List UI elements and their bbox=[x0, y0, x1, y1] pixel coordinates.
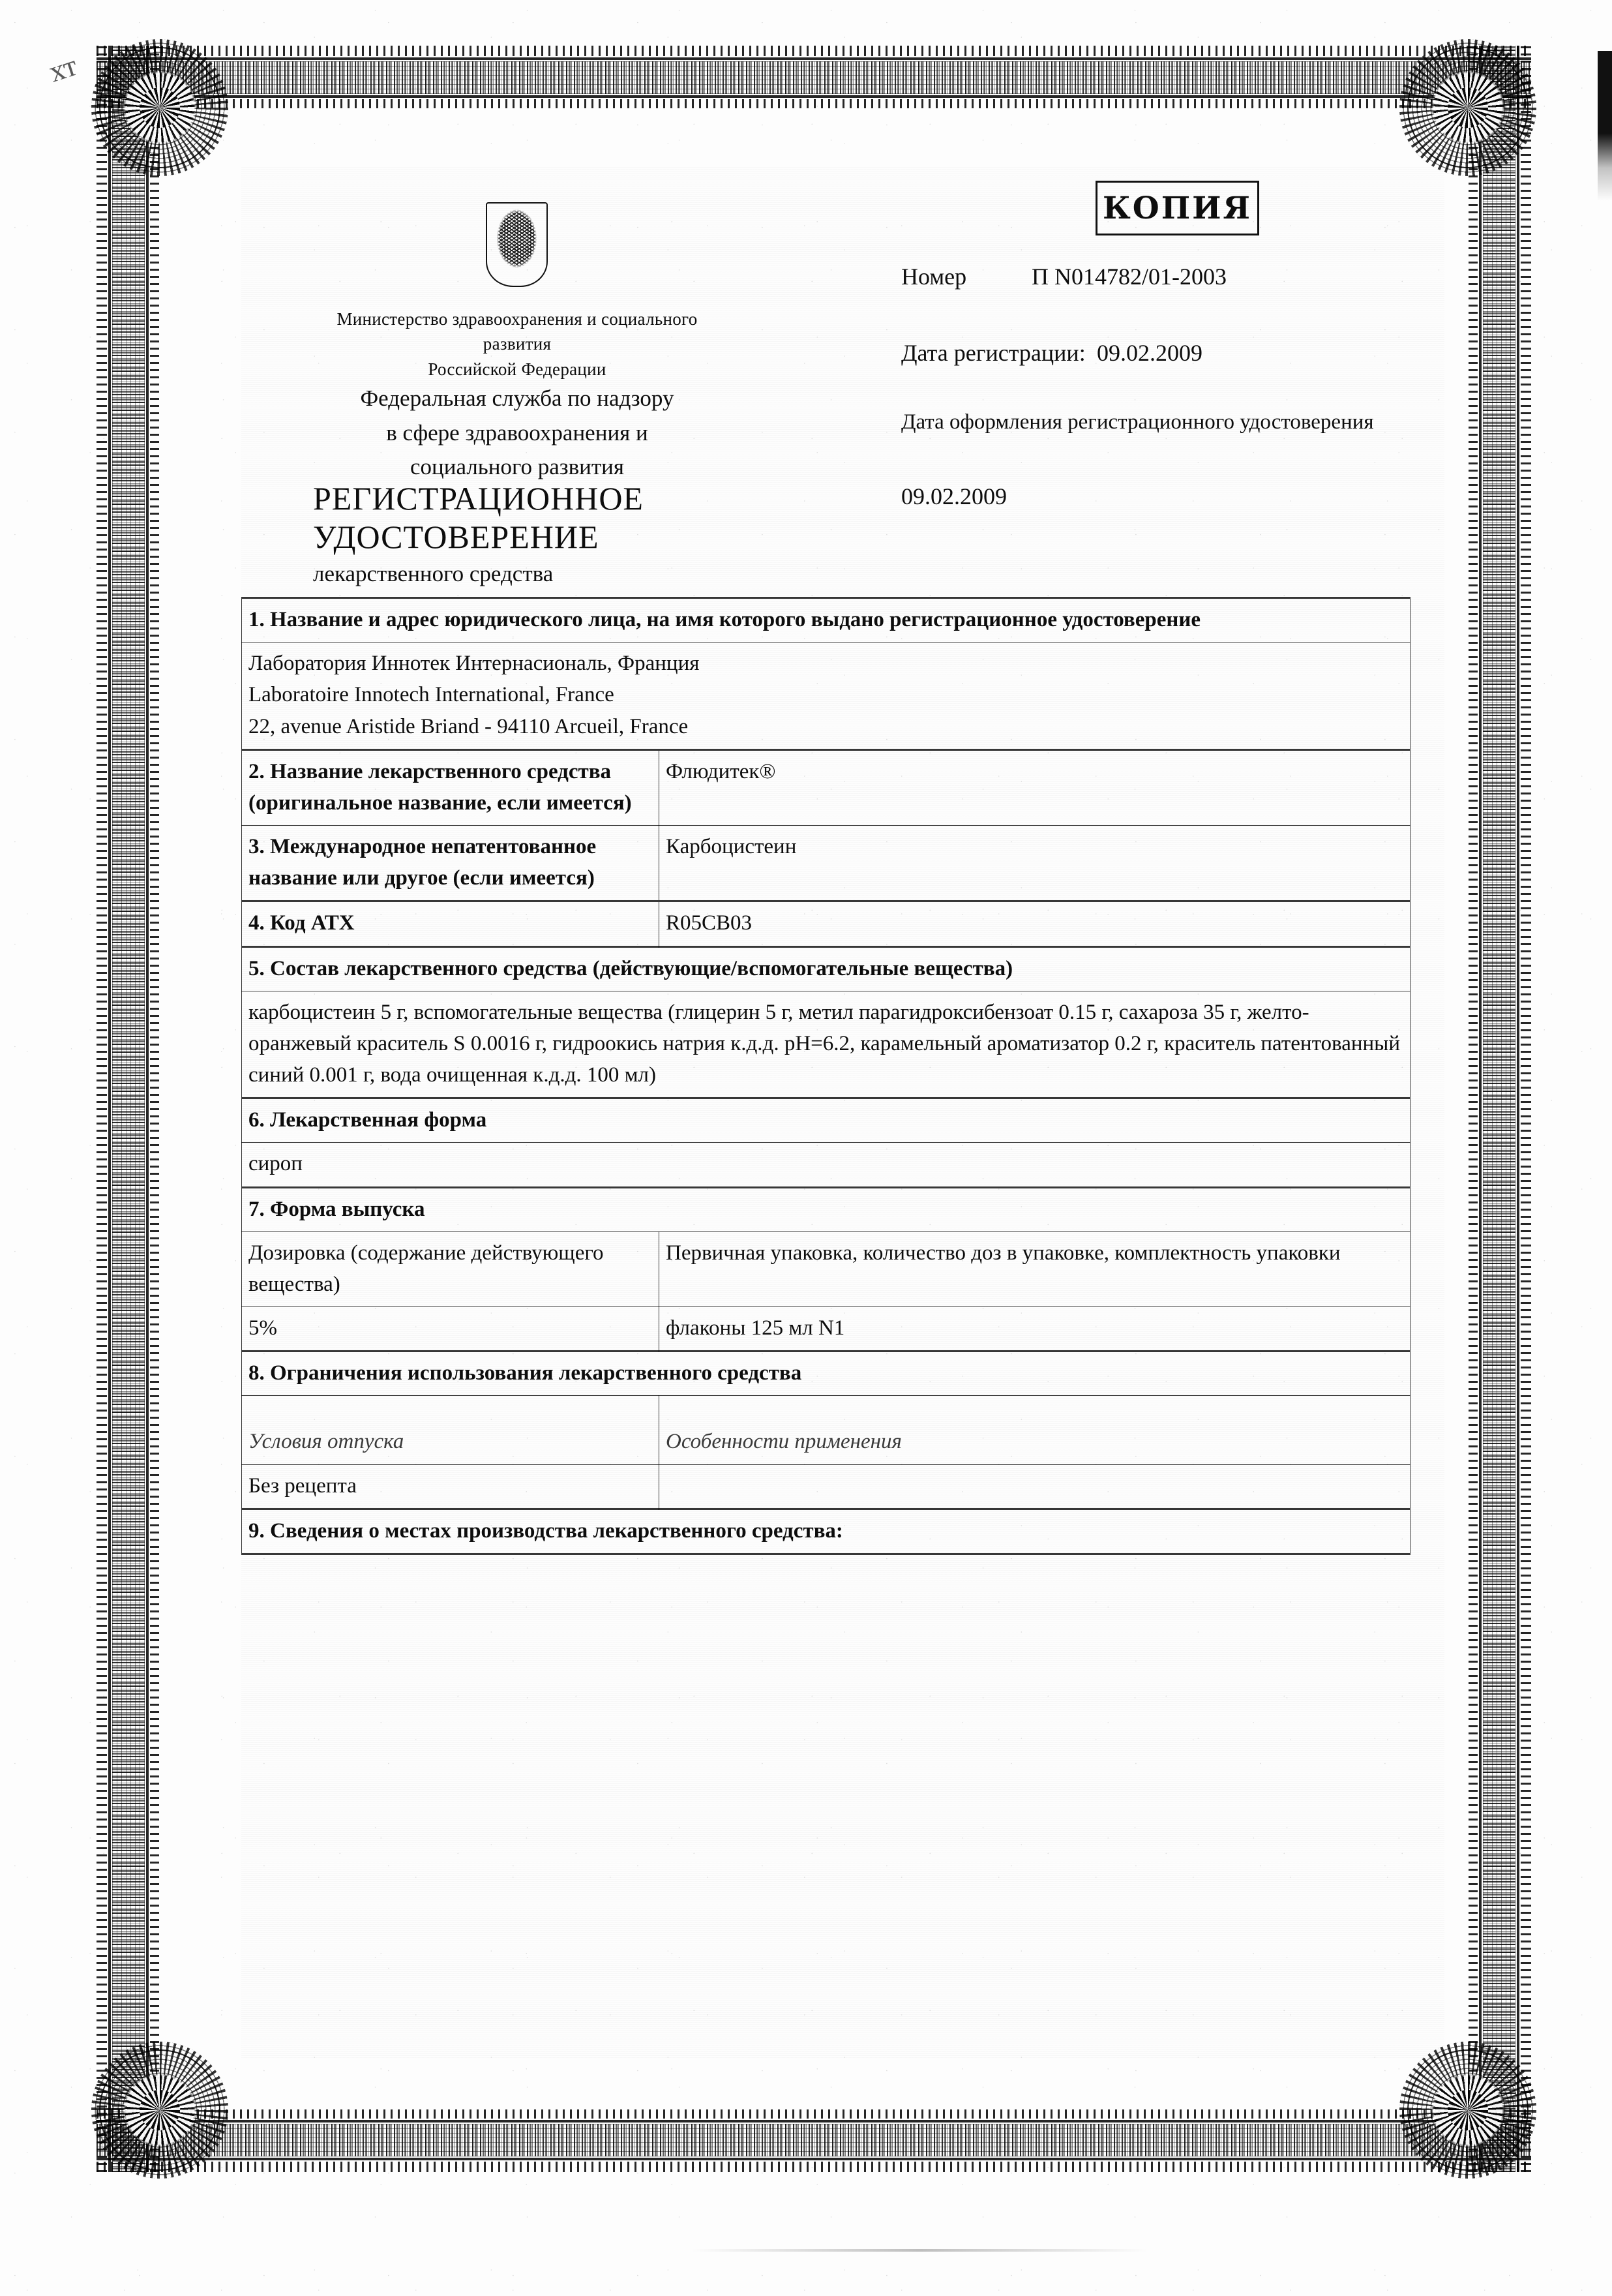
copy-stamp bbox=[1096, 181, 1259, 235]
border-bottom-rule-inner bbox=[97, 2120, 1531, 2122]
border-right-rule-outer bbox=[1517, 46, 1519, 2172]
issue-date-label: Дата оформления регистрационного удостоверения bbox=[901, 410, 1374, 434]
certificate-header bbox=[241, 166, 1444, 584]
section-8-col1-value: Без рецепта bbox=[242, 1464, 659, 1509]
border-left-guilloche bbox=[112, 46, 145, 2172]
table-row-section-8-values bbox=[242, 1464, 1410, 1509]
border-right-rule-inner bbox=[1479, 46, 1482, 2172]
section-5-body: карбоцистеин 5 г, вспомогательные вещества (глицерин 5 г, метил парагидроксибензоат 0.15 г, сахароза 35 г, желто-оранжевый краситель S 0.0016 г, гидроокись натрия к.д.д. pH=6.2, карамельный ароматизатор 0.2 г, краситель патентованный синий 0.001 г, вода очищенная к.д.д. 100 мл) bbox=[242, 991, 1410, 1098]
holder-name-ru: Лаборатория Иннотек Интернасиональ, Франция bbox=[248, 652, 700, 676]
holder-address: 22, avenue Aristide Briand - 94110 Arcueil, France bbox=[248, 714, 689, 738]
table-row-section-1-body bbox=[242, 642, 1410, 750]
section-7-col1-value: 5% bbox=[242, 1307, 659, 1352]
ministry-line-2: развития bbox=[483, 334, 552, 354]
certificate-content bbox=[241, 166, 1444, 2058]
corner-rosette-top-left bbox=[91, 39, 228, 176]
table-row-section-2 bbox=[242, 749, 1410, 825]
service-line-3: социального развития bbox=[410, 454, 624, 479]
issue-date-value: 09.02.2009 bbox=[901, 483, 1007, 509]
table-row-section-9-heading bbox=[242, 1509, 1410, 1554]
scan-edge-artifact bbox=[1598, 51, 1612, 201]
border-top-teeth-inner bbox=[97, 99, 1531, 108]
section-8-col1-header: Условия отпуска bbox=[242, 1396, 659, 1464]
ministry-name bbox=[260, 307, 775, 382]
ministry-line-1: Министерство здравоохранения и социального bbox=[336, 309, 698, 329]
table-row-section-5-body bbox=[242, 991, 1410, 1098]
table-row-section-6-body bbox=[242, 1143, 1410, 1187]
border-top-rule-inner bbox=[97, 95, 1531, 98]
border-right-guilloche bbox=[1483, 46, 1515, 2172]
section-5-heading: 5. Состав лекарственного средства (действующие/вспомогательные вещества) bbox=[242, 946, 1410, 991]
section-4-value: R05CB03 bbox=[659, 901, 1410, 946]
section-8-heading: 8. Ограничения использования лекарственного средства bbox=[242, 1352, 1410, 1396]
section-4-label: 4. Код АТХ bbox=[242, 901, 659, 946]
border-bottom-teeth-inner bbox=[97, 2109, 1531, 2119]
section-7-heading: 7. Форма выпуска bbox=[242, 1187, 1410, 1231]
page-title bbox=[313, 479, 783, 587]
registration-date-row bbox=[901, 339, 1202, 367]
russian-coat-of-arms-icon bbox=[486, 202, 548, 287]
number-label: Номер bbox=[901, 264, 967, 290]
section-8-col2-value bbox=[659, 1464, 1410, 1509]
section-2-value: Флюдитек® bbox=[659, 749, 1410, 825]
table-row-section-7-headers bbox=[242, 1231, 1410, 1307]
section-7-col2-value: флаконы 125 мл N1 bbox=[659, 1307, 1410, 1352]
section-8-col2-header: Особенности применения bbox=[659, 1396, 1410, 1464]
section-6-heading: 6. Лекарственная форма bbox=[242, 1098, 1410, 1143]
section-3-label: 3. Международное непатентованное название или другое (если имеется) bbox=[242, 826, 659, 901]
corner-rosette-bottom-left bbox=[91, 2042, 228, 2179]
table-row-section-3 bbox=[242, 826, 1410, 901]
table-row-section-4 bbox=[242, 901, 1410, 946]
scan-bottom-smudge bbox=[691, 2249, 1148, 2252]
border-right-teeth-inner bbox=[1469, 46, 1478, 2172]
federal-service-name bbox=[260, 382, 775, 485]
title-line-1: РЕГИСТРАЦИОННОЕ bbox=[313, 480, 644, 517]
section-7-col1-header: Дозировка (содержание действующего вещества) bbox=[242, 1231, 659, 1307]
section-1-heading: 1. Название и адрес юридического лица, на имя которого выдано регистрационное удостоверение bbox=[242, 598, 1410, 642]
handwritten-margin-mark: хт bbox=[44, 48, 82, 89]
table-row-section-1-heading bbox=[242, 598, 1410, 642]
border-left-rule-outer bbox=[108, 46, 111, 2172]
border-top-guilloche bbox=[97, 61, 1531, 94]
title-line-2: УДОСТОВЕРЕНИЕ bbox=[313, 519, 599, 555]
table-row-section-7-heading bbox=[242, 1187, 1410, 1231]
border-left-rule-inner bbox=[146, 46, 149, 2172]
border-top-rule-outer bbox=[97, 57, 1531, 60]
number-value: П N014782/01-2003 bbox=[1032, 264, 1227, 290]
border-top-teeth bbox=[97, 46, 1531, 56]
border-bottom-rule-outer bbox=[97, 2158, 1531, 2160]
service-line-2: в сфере здравоохранения и bbox=[386, 419, 648, 446]
table-row-section-6-heading bbox=[242, 1098, 1410, 1143]
corner-rosette-top-right bbox=[1399, 39, 1536, 176]
certificate-data-table bbox=[241, 597, 1410, 1555]
border-right-teeth bbox=[1521, 46, 1531, 2172]
title-subtitle: лекарственного средства bbox=[313, 561, 554, 586]
section-3-value: Карбоцистеин bbox=[659, 826, 1410, 901]
section-6-value: сироп bbox=[242, 1143, 1410, 1187]
border-bottom-guilloche bbox=[97, 2124, 1531, 2156]
ministry-line-3: Российской Федерации bbox=[428, 359, 606, 379]
border-left-teeth bbox=[97, 46, 107, 2172]
section-7-col2-header: Первичная упаковка, количество доз в упаковке, комплектность упаковки bbox=[659, 1231, 1410, 1307]
registration-date-value: 09.02.2009 bbox=[1097, 340, 1202, 366]
section-9-heading: 9. Сведения о местах производства лекарственного средства: bbox=[242, 1509, 1410, 1554]
section-2-label: 2. Название лекарственного средства (оригинальное название, если имеется) bbox=[242, 749, 659, 825]
table-row-section-8-headers bbox=[242, 1396, 1410, 1464]
corner-rosette-bottom-right bbox=[1399, 2042, 1536, 2179]
registration-date-label: Дата регистрации: bbox=[901, 340, 1086, 366]
border-bottom-teeth bbox=[97, 2162, 1531, 2172]
holder-name-en: Laboratoire Innotech International, France bbox=[248, 683, 614, 707]
table-row-section-5-heading bbox=[242, 946, 1410, 991]
table-row-section-7-values bbox=[242, 1307, 1410, 1352]
table-row-section-8-heading bbox=[242, 1352, 1410, 1396]
section-1-body bbox=[242, 642, 1410, 750]
border-left-teeth-inner bbox=[150, 46, 159, 2172]
copy-stamp-label: КОПИЯ bbox=[1103, 190, 1252, 226]
number-row bbox=[901, 263, 1227, 290]
service-line-1: Федеральная служба по надзору bbox=[360, 385, 674, 411]
